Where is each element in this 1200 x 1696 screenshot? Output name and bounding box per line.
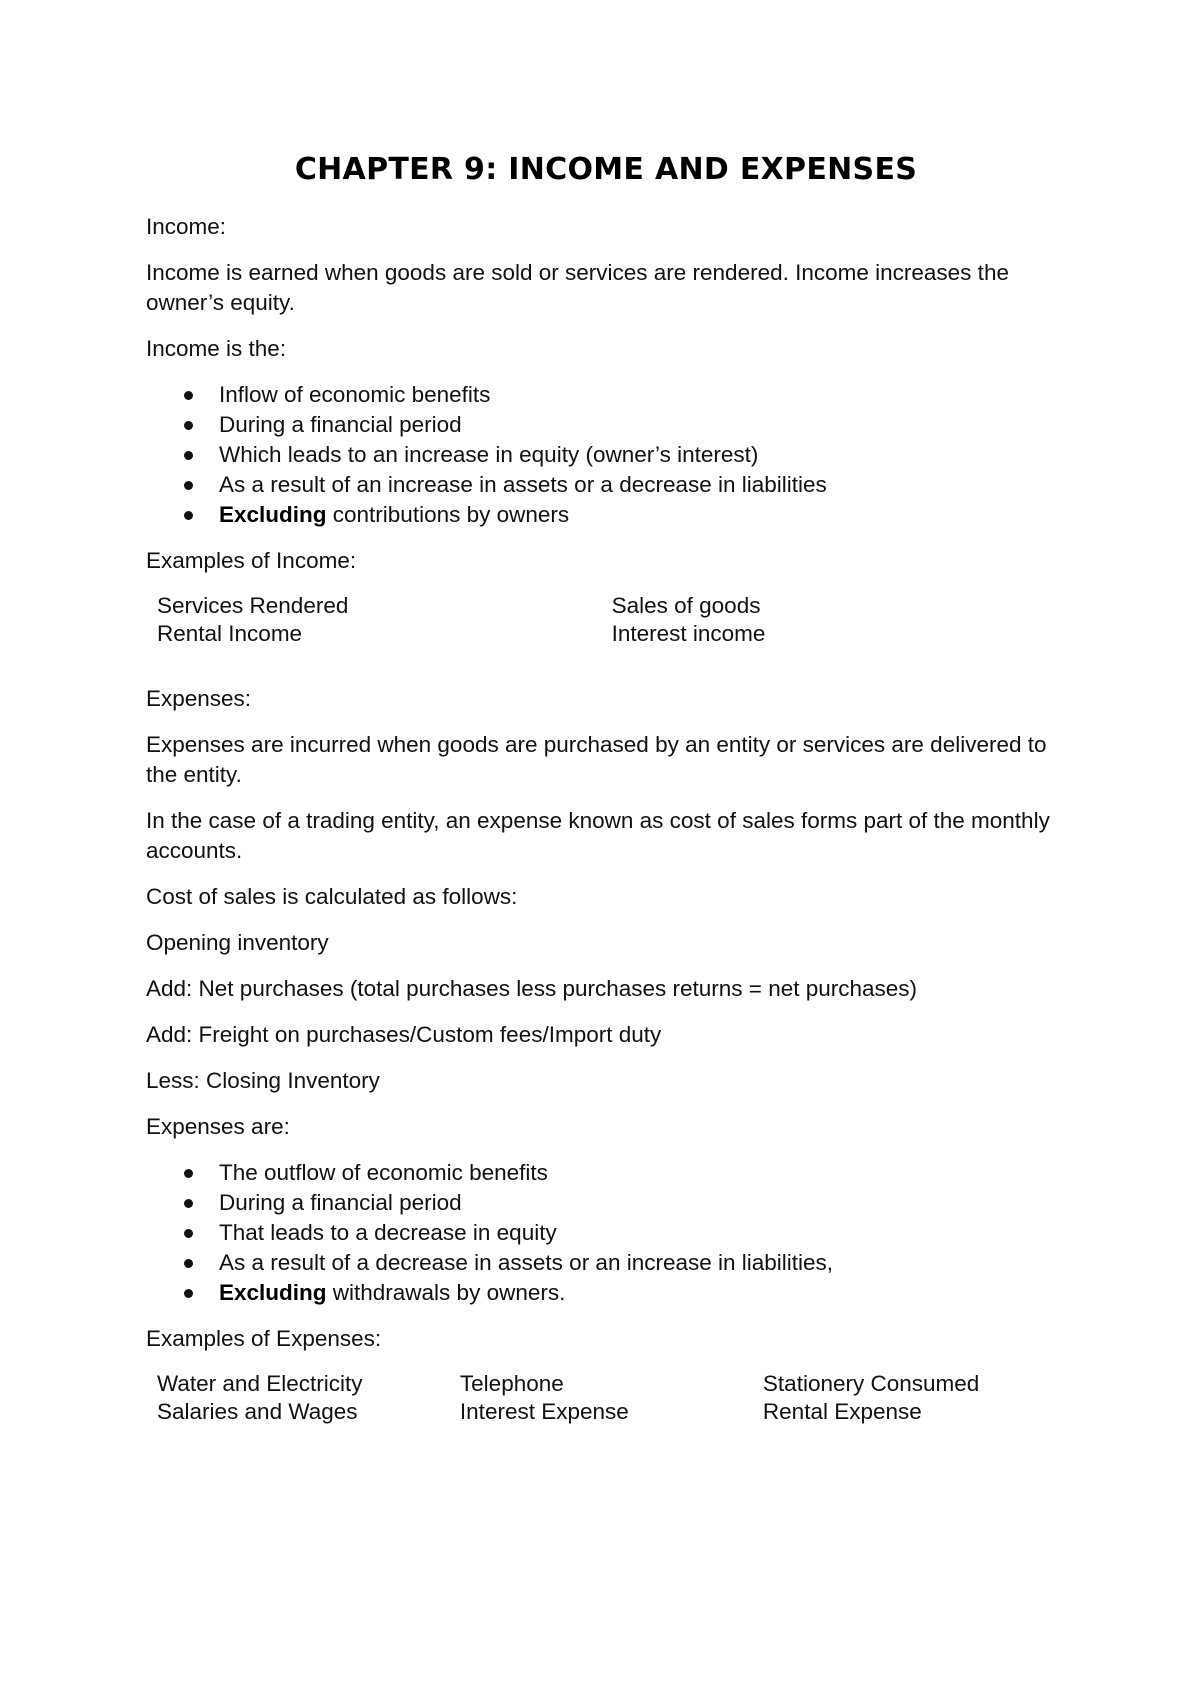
table-cell: Sales of goods: [611, 593, 761, 618]
income-bullet-item: [146, 380, 1066, 410]
table-cell: Services Rendered: [157, 593, 349, 618]
expenses-definition: Expenses are incurred when goods are purchased by an entity or services are delivered to the entity.: [146, 732, 1047, 787]
income-heading: Income:: [146, 214, 227, 239]
expenses-bullet-list: [146, 1158, 1066, 1308]
table-cell: Water and Electricity: [157, 1371, 363, 1396]
trading-entity-note: In the case of a trading entity, an expense known as cost of sales forms part of the monthly accounts.: [146, 808, 1050, 863]
bullet-icon: [184, 1259, 193, 1268]
bullet-text: That leads to a decrease in equity: [219, 1220, 557, 1245]
table-cell: Salaries and Wages: [157, 1399, 358, 1424]
bullet-icon: [184, 451, 193, 460]
table-cell: Interest income: [611, 621, 766, 646]
bullet-icon: [184, 1199, 193, 1208]
table-cell: Rental Income: [157, 621, 303, 646]
bullet-icon: [184, 481, 193, 490]
document-content: [146, 150, 1066, 1462]
bullet-icon: [184, 1289, 193, 1298]
bullet-icon: [184, 391, 193, 400]
table-row: [157, 620, 1066, 648]
table-row: [157, 1398, 1066, 1426]
expenses-bullet-item: [146, 1278, 1066, 1308]
table-cell: Interest Expense: [459, 1399, 629, 1424]
bullet-text: withdrawals by owners.: [326, 1280, 566, 1305]
bullet-icon: [184, 511, 193, 520]
bullet-bold: Excluding: [219, 502, 327, 527]
income-bullet-item: [146, 470, 1066, 500]
bullet-text: During a financial period: [219, 412, 462, 437]
cost-line-closing-inventory: Less: Closing Inventory: [146, 1068, 380, 1093]
table-cell: Telephone: [459, 1371, 564, 1396]
cost-of-sales-intro: Cost of sales is calculated as follows:: [146, 884, 518, 909]
bullet-text: The outflow of economic benefits: [219, 1160, 548, 1185]
income-definition: Income is earned when goods are sold or services are rendered. Income increases the owner’s equity.: [146, 260, 1009, 315]
expenses-bullet-item: [146, 1218, 1066, 1248]
income-bullet-item: [146, 440, 1066, 470]
bullet-icon: [184, 1169, 193, 1178]
cost-line-net-purchases: Add: Net purchases (total purchases less purchases returns = net purchases): [146, 976, 918, 1001]
table-cell: Stationery Consumed: [762, 1371, 980, 1396]
income-examples-table: [157, 592, 1066, 648]
bullet-text: As a result of an increase in assets or a decrease in liabilities: [219, 472, 827, 497]
bullet-icon: [184, 421, 193, 430]
expenses-bullet-item: [146, 1248, 1066, 1278]
table-row: [157, 592, 1066, 620]
income-bullet-item: [146, 500, 1066, 530]
income-intro: Income is the:: [146, 336, 287, 361]
expenses-bullet-item: [146, 1158, 1066, 1188]
bullet-text: As a result of a decrease in assets or an increase in liabilities,: [219, 1250, 834, 1275]
table-row: [157, 1370, 1066, 1398]
bullet-text: Inflow of economic benefits: [219, 382, 491, 407]
income-bullet-list: [146, 380, 1066, 530]
table-cell: Rental Expense: [762, 1399, 922, 1424]
bullet-bold: Excluding: [219, 1280, 327, 1305]
expenses-examples-table: [157, 1370, 1066, 1426]
expenses-bullet-item: [146, 1188, 1066, 1218]
income-bullet-item: [146, 410, 1066, 440]
bullet-icon: [184, 1229, 193, 1238]
chapter-title: CHAPTER 9: INCOME AND EXPENSES: [294, 152, 918, 187]
bullet-text: contributions by owners: [326, 502, 570, 527]
cost-line-opening-inventory: Opening inventory: [146, 930, 329, 955]
cost-line-freight: Add: Freight on purchases/Custom fees/Import duty: [146, 1022, 662, 1047]
expenses-intro: Expenses are:: [146, 1114, 290, 1139]
bullet-text: During a financial period: [219, 1190, 462, 1215]
income-examples-heading: Examples of Income:: [146, 548, 357, 573]
expenses-examples-heading: Examples of Expenses:: [146, 1326, 382, 1351]
bullet-text: Which leads to an increase in equity (owner’s interest): [219, 442, 759, 467]
expenses-heading: Expenses:: [146, 686, 252, 711]
